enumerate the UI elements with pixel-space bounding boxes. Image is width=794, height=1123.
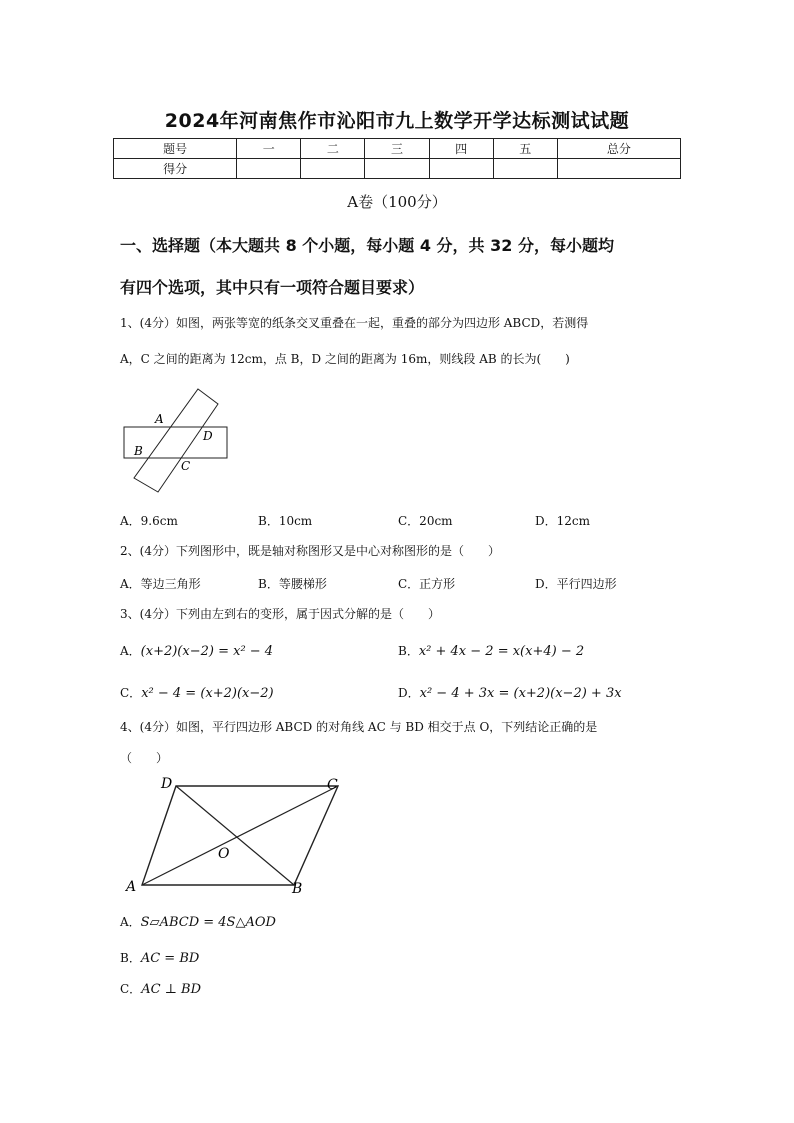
q4-option-a bbox=[120, 913, 276, 930]
q1-label-c: C bbox=[181, 459, 191, 473]
q2-option-c: C．正方形 bbox=[398, 577, 456, 591]
score-cell bbox=[557, 159, 680, 179]
q4-label-d: D bbox=[161, 776, 173, 792]
q1-label-d: D bbox=[203, 429, 213, 443]
section-heading-line1: 一、选择题（本大题共 8 个小题，每小题 4 分，共 32 分，每小题均 bbox=[120, 236, 614, 255]
q3-option-c-expr: x² − 4 = (x+2)(x−2) bbox=[141, 686, 274, 701]
q3-option-c-letter: C． bbox=[120, 686, 142, 700]
q3-option-a-letter: A． bbox=[120, 644, 141, 658]
q3-option-b bbox=[398, 642, 584, 659]
score-cell bbox=[493, 159, 557, 179]
q4-option-c bbox=[120, 980, 201, 997]
q4-option-b bbox=[120, 949, 199, 966]
q3-option-b-letter: B． bbox=[398, 644, 419, 658]
q1-figure bbox=[118, 385, 238, 500]
q4-label-o: O bbox=[218, 846, 230, 862]
q2-option-b: B．等腰梯形 bbox=[258, 577, 327, 591]
score-header-cell: 总分 bbox=[557, 139, 680, 159]
q3-option-b-expr: x² + 4x − 2 = x(x+4) − 2 bbox=[418, 644, 585, 659]
score-header-cell: 五 bbox=[493, 139, 557, 159]
score-row-label: 得分 bbox=[114, 159, 237, 179]
page-title: 2024年河南焦作市沁阳市九上数学开学达标测试试题 bbox=[164, 110, 630, 132]
q3-text: 3、(4分）下列由左到右的变形，属于因式分解的是（ ） bbox=[120, 607, 440, 621]
score-cell bbox=[237, 159, 301, 179]
q4-paren: （ ） bbox=[120, 751, 169, 765]
q3-option-d-letter: D． bbox=[398, 686, 420, 700]
paper-label: A卷（100分） bbox=[347, 193, 447, 211]
q2-option-a: A．等边三角形 bbox=[120, 577, 201, 591]
score-table-score-row bbox=[114, 159, 681, 179]
score-header-cell: 四 bbox=[429, 139, 493, 159]
q4-label-b: B bbox=[292, 881, 303, 897]
q4-label-a: A bbox=[126, 879, 137, 895]
q4-figure bbox=[118, 772, 353, 897]
q4-option-c-expr: AC ⊥ BD bbox=[141, 982, 201, 997]
q1-label-a: A bbox=[155, 412, 164, 426]
score-header-cell: 一 bbox=[237, 139, 301, 159]
q4-text: 4、(4分）如图，平行四边形 ABCD 的对角线 AC 与 BD 相交于点 O，下列结论正确的是 bbox=[120, 720, 598, 734]
q3-option-a-expr: (x+2)(x−2) = x² − 4 bbox=[140, 644, 274, 659]
q4-option-a-expr: S▱ABCD = 4S△AOD bbox=[140, 915, 276, 930]
score-header-cell: 三 bbox=[365, 139, 429, 159]
score-header-cell: 二 bbox=[301, 139, 365, 159]
q4-label-c: C bbox=[327, 777, 338, 793]
score-table bbox=[113, 138, 681, 179]
q3-option-a bbox=[120, 642, 273, 659]
q4-option-b-expr: AC = BD bbox=[140, 951, 200, 966]
q3-option-c bbox=[120, 684, 274, 701]
score-cell bbox=[301, 159, 365, 179]
q4-option-a-letter: A． bbox=[120, 915, 141, 929]
q4-option-b-letter: B． bbox=[120, 951, 141, 965]
q1-option-a: A．9.6cm bbox=[120, 514, 178, 528]
q3-option-d bbox=[398, 684, 622, 701]
q4-diagonal-bd bbox=[176, 786, 294, 885]
q2-option-d: D．平行四边形 bbox=[535, 577, 617, 591]
q1-label-b: B bbox=[134, 444, 143, 458]
score-cell bbox=[429, 159, 493, 179]
q1-text-line1: 1、(4分）如图，两张等宽的纸条交叉重叠在一起，重叠的部分为四边形 ABCD，若测得 bbox=[120, 316, 589, 330]
score-table-header-row bbox=[114, 139, 681, 159]
q1-text-line2: A，C 之间的距离为 12cm，点 B，D 之间的距离为 16m，则线段 AB 的长为( ) bbox=[120, 352, 570, 366]
section-heading-line2: 有四个选项，其中只有一项符合题目要求） bbox=[120, 278, 425, 297]
score-cell bbox=[365, 159, 429, 179]
score-header-cell: 题号 bbox=[114, 139, 237, 159]
q1-option-c: C．20cm bbox=[398, 514, 453, 528]
q4-option-c-letter: C． bbox=[120, 982, 142, 996]
q3-option-d-expr: x² − 4 + 3x = (x+2)(x−2) + 3x bbox=[419, 686, 622, 701]
q2-text: 2、(4分）下列图形中，既是轴对称图形又是中心对称图形的是（ ） bbox=[120, 544, 500, 558]
q1-option-b: B．10cm bbox=[258, 514, 313, 528]
q1-option-d: D．12cm bbox=[535, 514, 590, 528]
